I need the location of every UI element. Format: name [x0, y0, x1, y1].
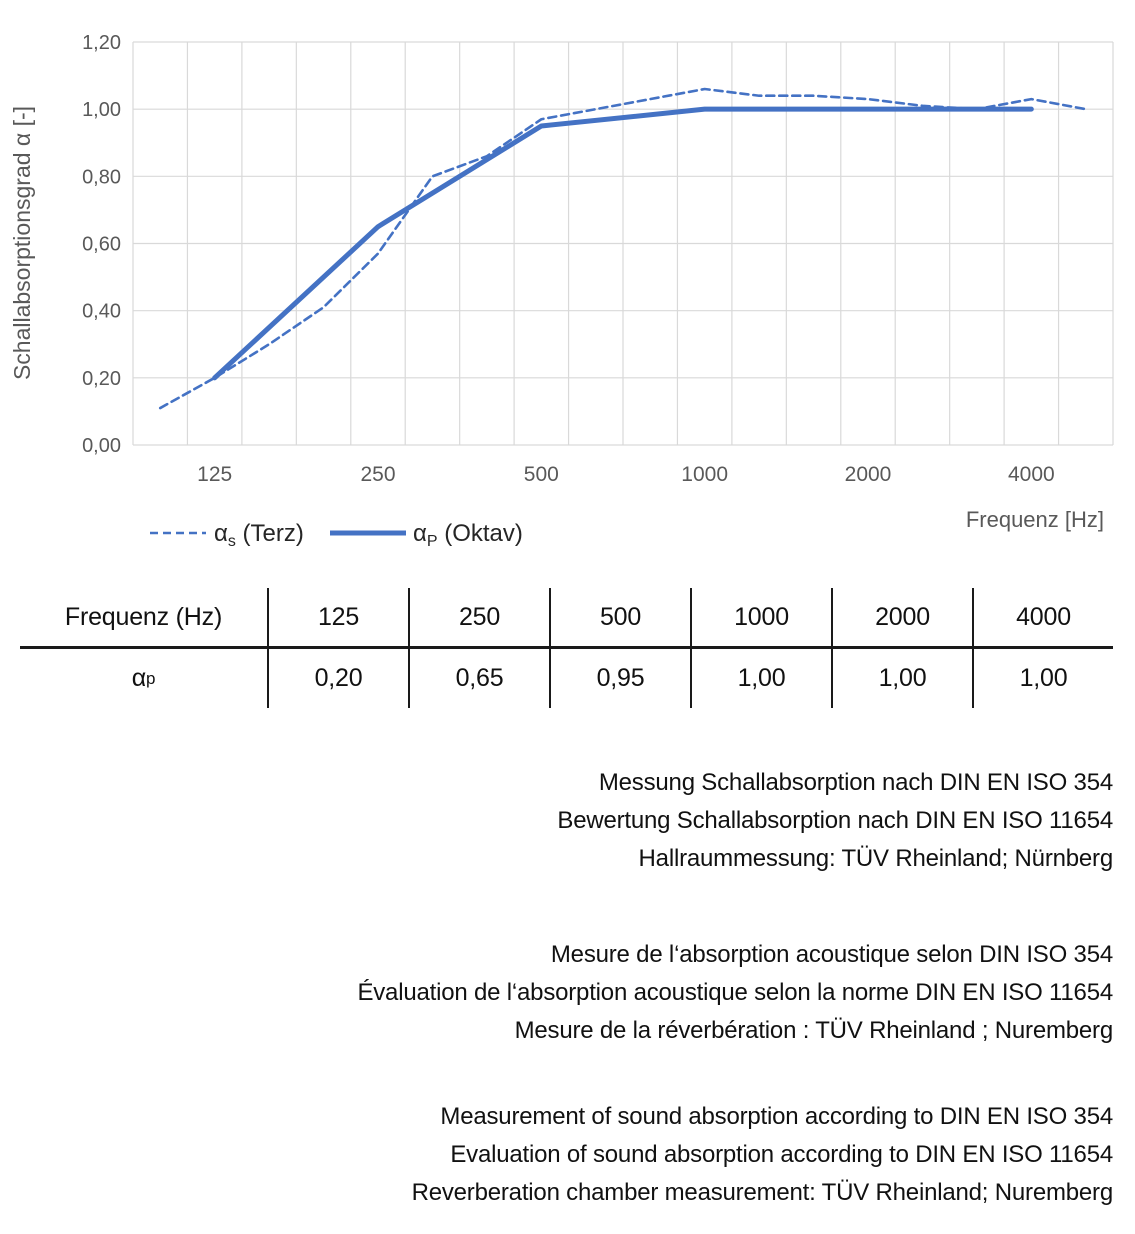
note-english — [0, 1098, 1113, 1212]
note-german — [0, 764, 1113, 878]
table-header-250: 250 — [408, 588, 549, 649]
y-tick-label: 0,40 — [82, 300, 121, 323]
table-value-250: 0,65 — [408, 649, 549, 708]
x-tick-label: 250 — [360, 463, 396, 486]
table-header-frequency: Frequenz (Hz) — [20, 588, 267, 649]
alpha-symbol: α — [131, 664, 146, 692]
x-tick-label: 1000 — [681, 463, 729, 486]
y-tick-label: 0,80 — [82, 166, 121, 189]
table-value-4000: 1,00 — [972, 649, 1113, 708]
x-tick-label: 4000 — [1007, 463, 1055, 486]
note-german-line-2: Bewertung Schallabsorption nach DIN EN ISO 11654 — [557, 807, 1113, 834]
absorption-table — [20, 588, 1113, 708]
y-tick-label: 0,20 — [82, 367, 121, 390]
table-row-label-alpha-p: α p — [131, 664, 156, 692]
note-french-line-1: Mesure de l‘absorption acoustique selon DIN ISO 354 — [550, 941, 1113, 968]
note-english-line-3: Reverberation chamber measurement: TÜV Rheinland; Nuremberg — [411, 1179, 1113, 1206]
table-value-2000: 1,00 — [831, 649, 972, 708]
note-french-line-2: Évaluation de l‘absorption acoustique selon la norme DIN EN ISO 11654 — [357, 979, 1113, 1006]
note-french — [0, 936, 1113, 1050]
y-tick-label: 1,20 — [82, 32, 121, 54]
table-header-1000: 1000 — [690, 588, 831, 649]
table-value-1000: 1,00 — [690, 649, 831, 708]
x-tick-label: 2000 — [844, 463, 892, 486]
x-axis-title: Frequenz [Hz] — [965, 507, 1104, 532]
absorption-chart — [0, 0, 1135, 560]
note-english-line-1: Measurement of sound absorption according to DIN EN ISO 354 — [440, 1103, 1113, 1130]
table-header-125: 125 — [267, 588, 408, 649]
x-tick-label: 125 — [197, 463, 233, 486]
y-axis-title: Schallabsorptionsgrad α [-] — [9, 105, 35, 381]
table-header-500: 500 — [549, 588, 690, 649]
table-header-2000: 2000 — [831, 588, 972, 649]
note-german-line-3: Hallraummessung: TÜV Rheinland; Nürnberg — [638, 845, 1113, 872]
note-french-line-3: Mesure de la réverbération : TÜV Rheinland ; Nuremberg — [514, 1017, 1113, 1044]
x-tick-label: 500 — [523, 463, 559, 486]
legend-oktav-label: $\alpha_P$ (Oktav) — [413, 520, 523, 550]
note-english-line-2: Evaluation of sound absorption according to DIN EN ISO 11654 — [450, 1141, 1113, 1168]
table-header-4000: 4000 — [972, 588, 1113, 649]
y-tick-label: 0,60 — [82, 233, 121, 256]
note-german-line-1: Messung Schallabsorption nach DIN EN ISO 354 — [598, 769, 1113, 796]
legend-terz-label: $\alpha_s$ (Terz) — [214, 520, 304, 550]
y-tick-label: 0,00 — [82, 435, 121, 457]
table-value-125: 0,20 — [267, 649, 408, 708]
measurement-notes — [0, 764, 1135, 1212]
y-tick-label: 1,00 — [82, 99, 121, 122]
table-value-500: 0,95 — [549, 649, 690, 708]
